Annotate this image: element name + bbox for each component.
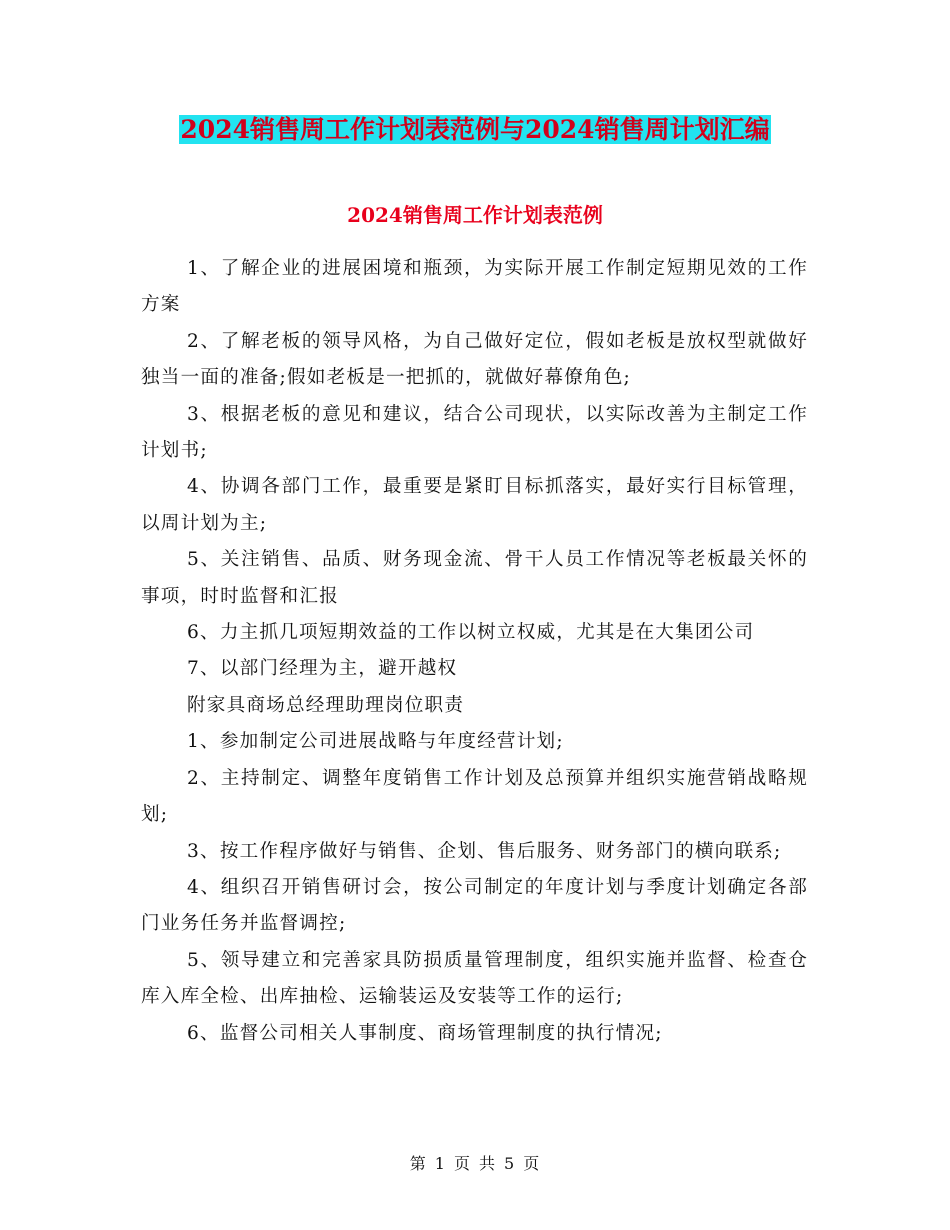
footer-suffix: 页	[523, 1154, 541, 1173]
document-body	[141, 251, 808, 1052]
paragraph: 7、以部门经理为主，避开越权	[187, 658, 458, 680]
footer-page-label: 页	[453, 1154, 471, 1173]
paragraph: 5、领导建立和完善家具防损质量管理制度，组织实施并监督、检查仓库入库全检、出库抽检、运输装运及安装等工作的运行;	[141, 949, 808, 1008]
paragraph: 2、主持制定、调整年度销售工作计划及总预算并组织实施营销战略规划;	[141, 767, 808, 826]
paragraph: 4、协调各部门工作，最重要是紧盯目标抓落实，最好实行目标管理，以周计划为主;	[141, 476, 808, 534]
paragraph: 5、关注销售、品质、财务现金流、骨干人员工作情况等老板最关怀的事项，时时监督和汇报	[141, 549, 808, 607]
paragraph: 附家具商场总经理助理岗位职责	[187, 694, 465, 716]
paragraph: 6、监督公司相关人事制度、商场管理制度的执行情况;	[187, 1022, 663, 1044]
footer-page-number: 1	[434, 1154, 446, 1173]
footer-total-label: 共	[479, 1154, 497, 1173]
footer-prefix: 第	[409, 1154, 427, 1173]
paragraph: 2、了解老板的领导风格，为自己做好定位，假如老板是放权型就做好独当一面的准备;假如老板是一把抓的，就做好幕僚角色;	[141, 330, 808, 389]
footer-total-pages: 5	[504, 1154, 516, 1173]
document-title-text: 2024销售周工作计划表范例与2024销售周计划汇编	[180, 115, 770, 144]
paragraph: 1、了解企业的进展困境和瓶颈，为实际开展工作制定短期见效的工作方案	[141, 258, 808, 316]
paragraph: 3、按工作程序做好与销售、企划、售后服务、财务部门的横向联系;	[187, 840, 782, 862]
paragraph: 1、参加制定公司进展战略与年度经营计划;	[187, 731, 564, 753]
paragraph: 6、力主抓几项短期效益的工作以树立权威，尤其是在大集团公司	[187, 622, 755, 644]
page-footer	[0, 1152, 950, 1176]
section-title: 2024销售周工作计划表范例	[347, 203, 603, 227]
document-title	[0, 112, 950, 148]
paragraph: 3、根据老板的意见和建议，结合公司现状，以实际改善为主制定工作计划书;	[141, 403, 808, 462]
paragraph: 4、组织召开销售研讨会，按公司制定的年度计划与季度计划确定各部门业务任务并监督调控;	[141, 876, 808, 935]
